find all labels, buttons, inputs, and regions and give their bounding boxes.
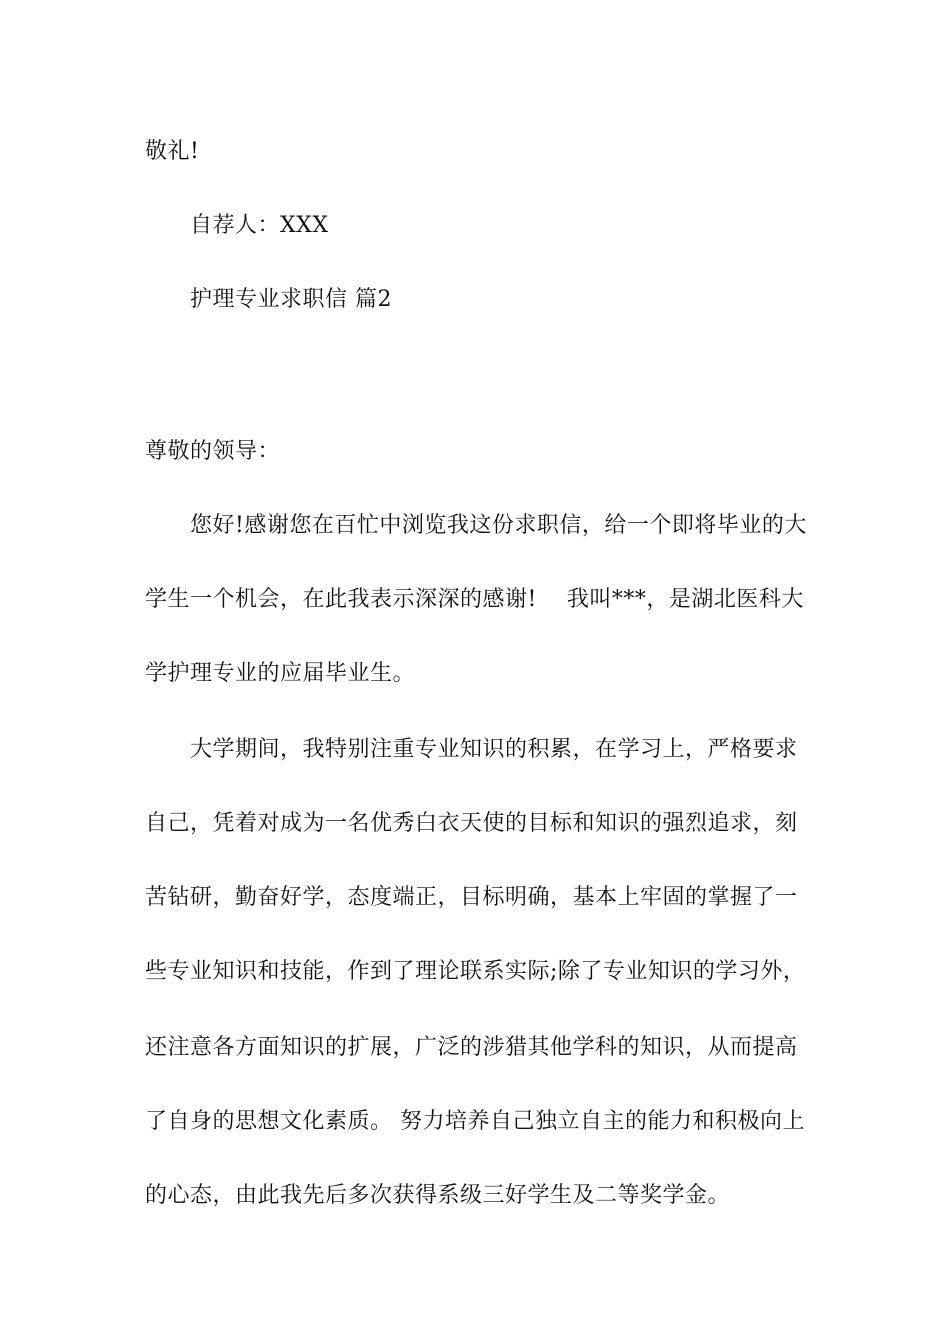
paragraph-2-line-5: 还注意各方面知识的扩展，广泛的涉猎其他学科的知识，从而提高 bbox=[145, 1035, 798, 1060]
paragraph-2-line-2: 自己，凭着对成为一名优秀白衣天使的目标和知识的强烈追求，刻 bbox=[145, 811, 798, 836]
paragraph-1-line-2 bbox=[145, 585, 804, 615]
paragraph-2-line-7: 的心态，由此我先后多次获得系级三好学生及二等奖学金。 bbox=[145, 1183, 731, 1208]
paragraph-2-line-3: 苦钻研，勤奋好学，态度端正，目标明确，基本上牢固的掌握了一 bbox=[145, 885, 798, 910]
paragraph-2-line-6: 了自身的思想文化素质。 努力培养自己独立自主的能力和积极向上 bbox=[145, 1109, 805, 1134]
section-heading: 护理专业求职信 篇2 bbox=[190, 287, 392, 312]
paragraph-1-line-2-part-b: 我叫***，是湖北医科大 bbox=[566, 587, 804, 612]
paragraph-2-line-1: 大学期间，我特别注重专业知识的积累，在学习上，严格要求 bbox=[190, 737, 798, 762]
salutation-text: 尊敬的领导： bbox=[145, 439, 281, 464]
paragraph-1-line-1: 您好!感谢您在百忙中浏览我这份求职信，给一个即将毕业的大 bbox=[190, 513, 807, 538]
paragraph-1-line-2-part-a: 学生一个机会，在此我表示深深的感谢! bbox=[145, 587, 537, 612]
paragraph-1-line-3: 学护理专业的应届毕业生。 bbox=[145, 661, 416, 686]
closing-text: 敬礼! bbox=[145, 139, 200, 164]
signature-text: 自荐人：XXX bbox=[190, 213, 329, 238]
paragraph-2-line-4: 些专业知识和技能，作到了理论联系实际;除了专业知识的学习外， bbox=[145, 959, 806, 984]
